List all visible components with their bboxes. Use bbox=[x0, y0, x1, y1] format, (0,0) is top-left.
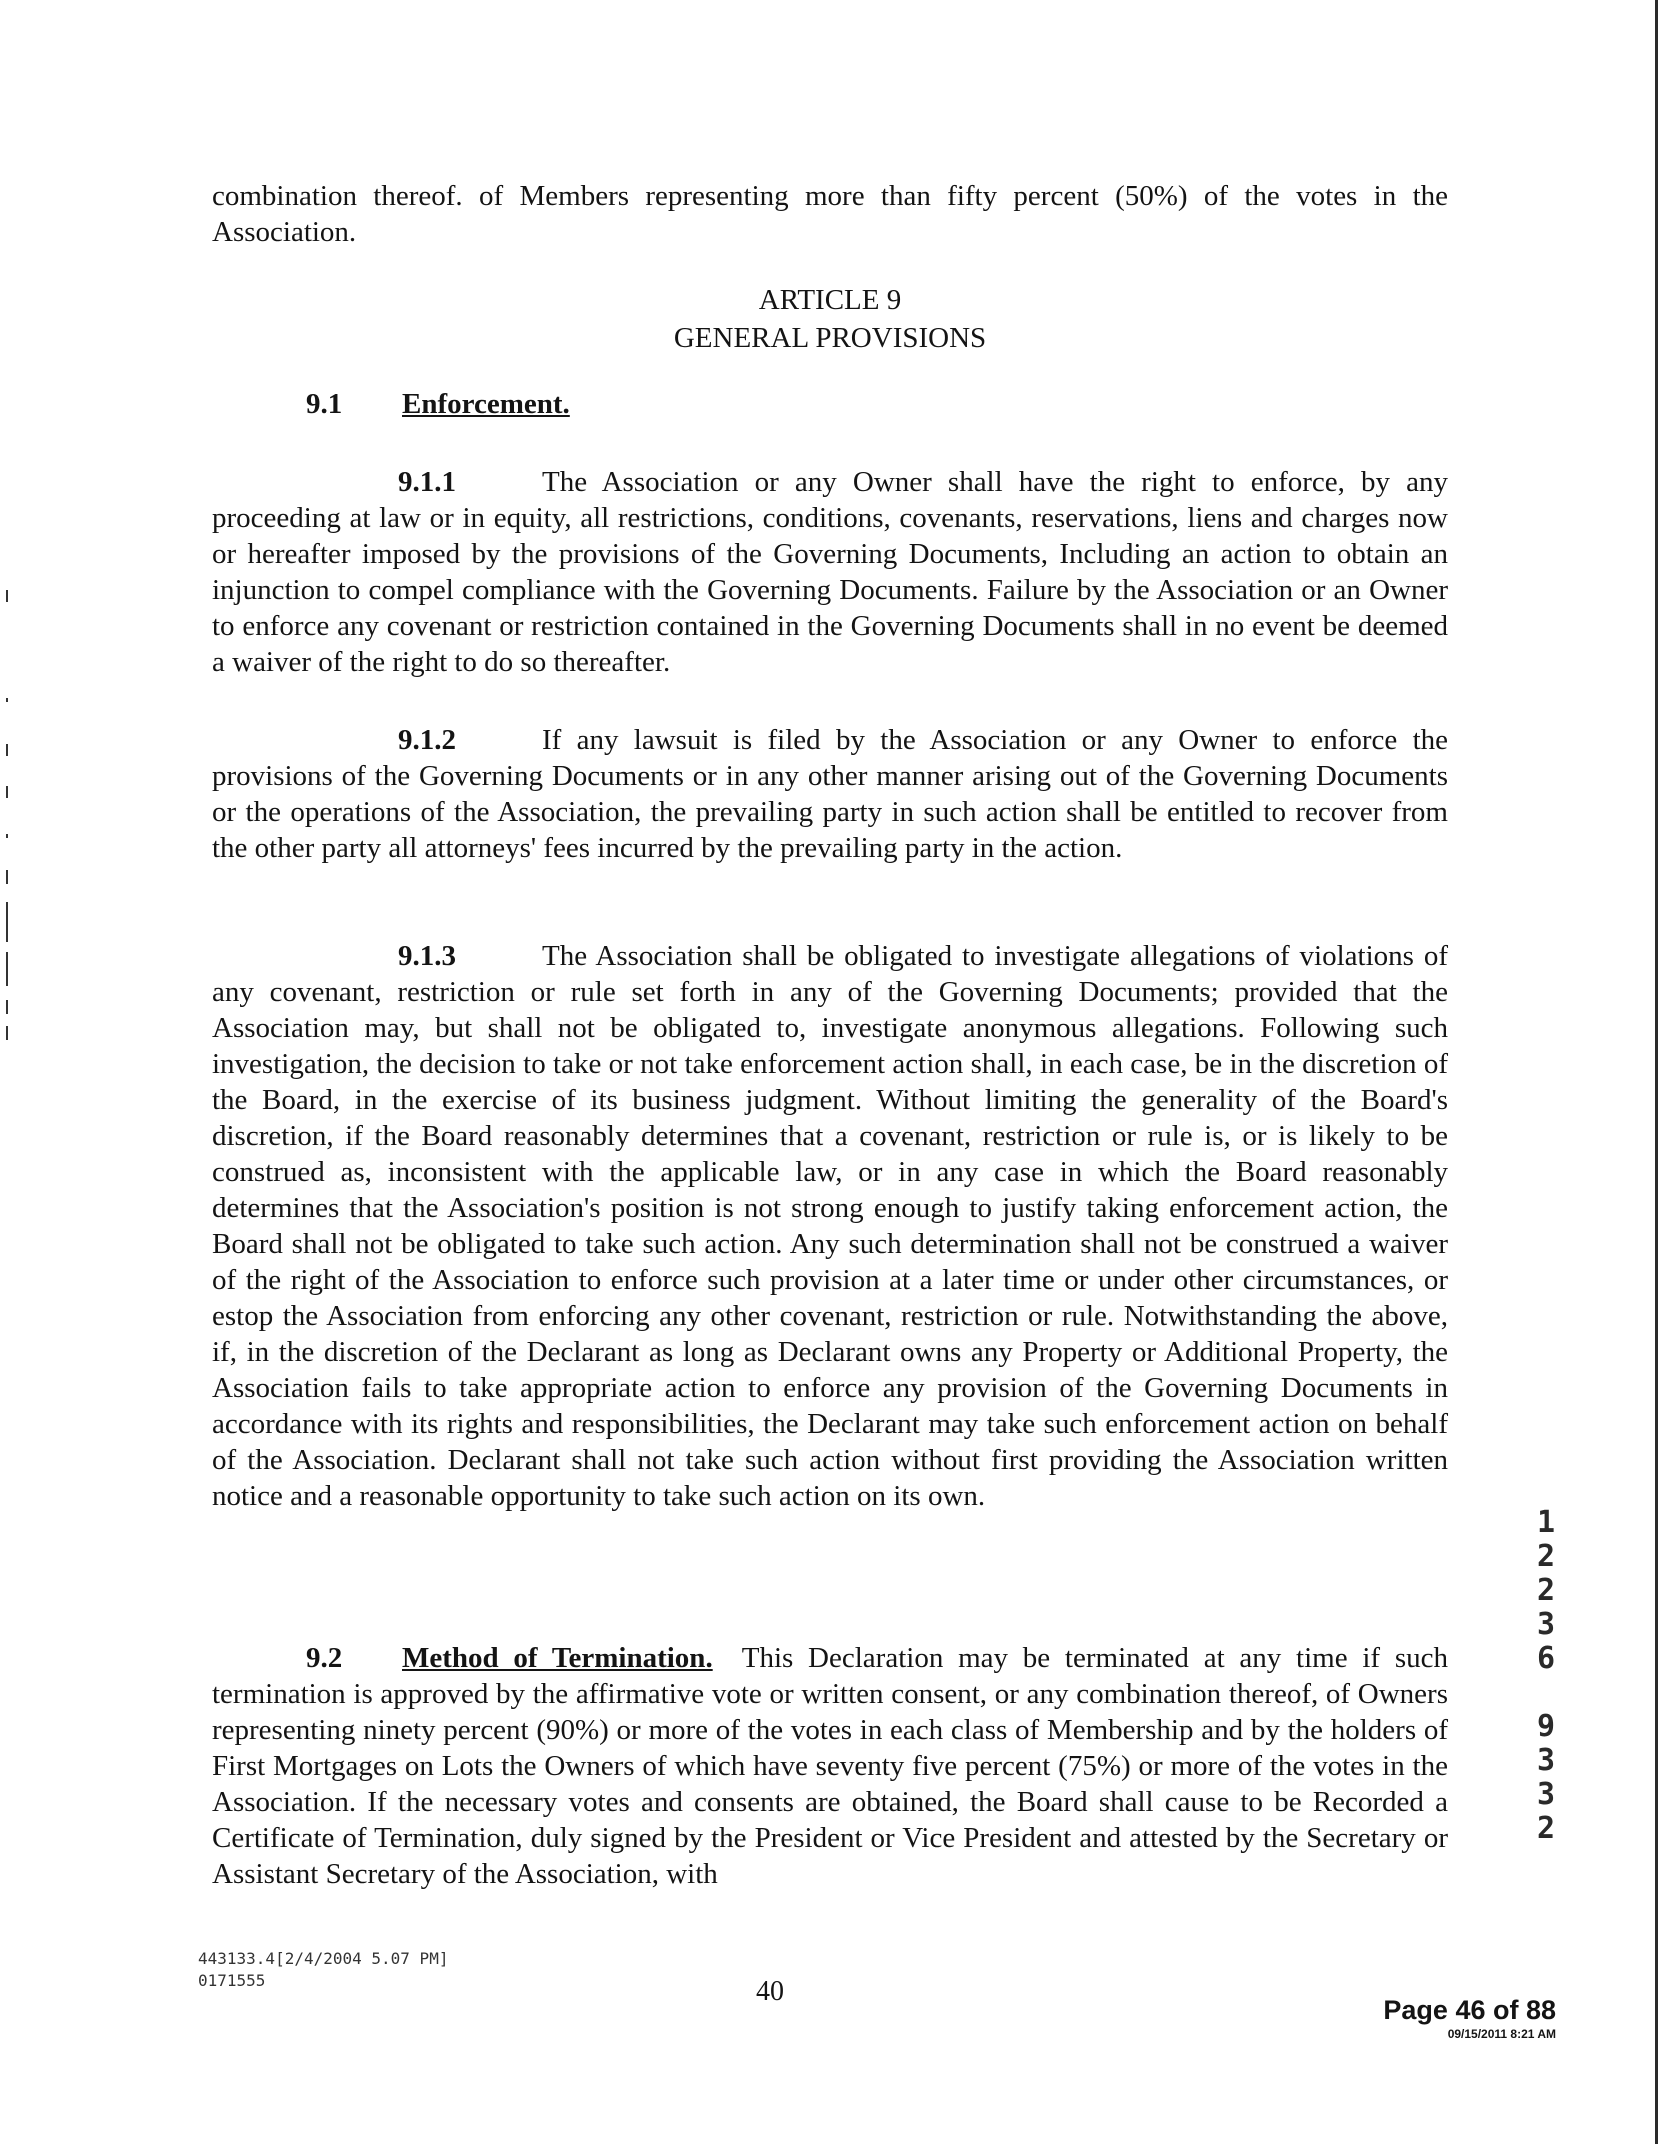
section-9-1-heading bbox=[212, 386, 1448, 422]
recording-digit: 9 bbox=[1536, 1709, 1556, 1744]
recording-digit: 2 bbox=[1536, 1539, 1556, 1574]
page-stamp-timestamp: 09/15/2011 8:21 AM bbox=[1447, 2027, 1556, 2041]
section-9-1-number: 9.1 bbox=[306, 388, 343, 420]
section-9-2-paragraph bbox=[212, 1640, 1448, 1892]
section-9-2-text: This Declaration may be terminated at any time if such termination is approved by the affirmative vote or written consent, or any combination thereof, of Owners representing ninety percent (90%) or more of the votes in each class of Membership and by the holders of First Mortgages on Lots the Owners of which have seventy five percent (75%) or more of the votes in the Association. If the necessary votes and consents are obtained, the Board shall cause to be Recorded a Certificate of Termination, duly signed by the President or Vice President and attested by the Secretary or Assistant Secretary of the Association, with bbox=[212, 1642, 1448, 1890]
recording-digit: 6 bbox=[1536, 1641, 1556, 1676]
recording-number-stamp bbox=[1528, 1506, 1564, 1846]
recording-number-bottom bbox=[1528, 1710, 1564, 1846]
page-edge-border bbox=[1655, 0, 1658, 2144]
footer-page-number: 40 bbox=[756, 1976, 784, 2007]
section-9-1-3-number: 9.1.3 bbox=[398, 940, 456, 972]
section-9-1-title: Enforcement. bbox=[402, 388, 570, 420]
footer-doc-id: 443133.4[2/4/2004 5.07 PM] bbox=[198, 1949, 449, 1968]
page-count-label: Page 46 of 88 bbox=[1383, 1995, 1556, 2025]
page-count-stamp bbox=[1383, 1994, 1556, 2042]
section-9-1-1-number: 9.1.1 bbox=[398, 466, 456, 498]
section-9-1-2-number: 9.1.2 bbox=[398, 724, 456, 756]
scan-margin-marks bbox=[6, 580, 10, 1140]
section-9-2-number: 9.2 bbox=[306, 1642, 343, 1674]
footer-document-ids bbox=[198, 1948, 448, 1992]
footer-client-id: 0171555 bbox=[198, 1971, 266, 1990]
recording-digit: 3 bbox=[1536, 1607, 1556, 1642]
recording-digit: 1 bbox=[1536, 1505, 1556, 1540]
recording-digit: 3 bbox=[1536, 1743, 1556, 1778]
section-9-1-2-paragraph bbox=[212, 722, 1448, 866]
article-number: ARTICLE 9 bbox=[758, 284, 902, 316]
section-9-2-title: Method of Termination. bbox=[402, 1642, 713, 1674]
section-9-1-3-text: The Association shall be obligated to investigate allegations of violations of any covenant, restriction or rule set forth in any of the Governing Documents; provided that the Association may, but shall not be obligated to, investigate anonymous allegations. Following such investigation, the decision to take or not take enforcement action shall, in each case, be in the discretion of the Board, in the exercise of its business judgment. Without limiting the generality of the Board's discretion, if the Board reasonably determines that a covenant, restriction or rule is, or is likely to be construed as, inconsistent with the applicable law, or in any case in which the Board reasonably determines that the Association's position is not strong enough to justify taking enforcement action, the Board shall not be obligated to take such action. Any such determination shall not be construed a waiver of the right of the Association to enforce such provision at a later time or under other circumstances, or estop the Association from enforcing any other covenant, restriction or rule. Notwithstanding the above, if, in the discretion of the Declarant as long as Declarant owns any Property or Additional Property, the Association fails to take appropriate action to enforce any provision of the Governing Documents in accordance with its rights and responsibilities, the Declarant may take such enforcement action on behalf of the Association. Declarant shall not take such action without first providing the Association written notice and a reasonable opportunity to take such action on its own. bbox=[212, 940, 1448, 1512]
recording-digit: 2 bbox=[1536, 1811, 1556, 1846]
section-9-1-2-text: If any lawsuit is filed by the Association or any Owner to enforce the provisions of the Governing Documents or in any other manner arising out of the Governing Documents or the operations of the Association, the prevailing party in such action shall be entitled to recover from the other party all attorneys' fees incurred by the prevailing party in the action. bbox=[212, 724, 1448, 864]
section-9-1-3-paragraph bbox=[212, 938, 1448, 1514]
article-title: GENERAL PROVISIONS bbox=[673, 322, 987, 354]
recording-digit: 2 bbox=[1536, 1573, 1556, 1608]
section-9-1-1-paragraph bbox=[212, 464, 1448, 680]
section-9-1-1-text: The Association or any Owner shall have the right to enforce, by any proceeding at law or in equity, all restrictions, conditions, covenants, reservations, liens and charges now or hereafter imposed by the provisions of the Governing Documents, Including an action to obtain an injunction to compel compliance with the Governing Documents. Failure by the Association or an Owner to enforce any covenant or restriction contained in the Governing Documents shall in no event be deemed a waiver of the right to do so thereafter. bbox=[212, 466, 1448, 678]
continuation-paragraph: combination thereof. of Members representing more than fifty percent (50%) of the votes in the Association. bbox=[212, 180, 1448, 248]
recording-number-top bbox=[1528, 1506, 1564, 1676]
recording-digit: 3 bbox=[1536, 1777, 1556, 1812]
